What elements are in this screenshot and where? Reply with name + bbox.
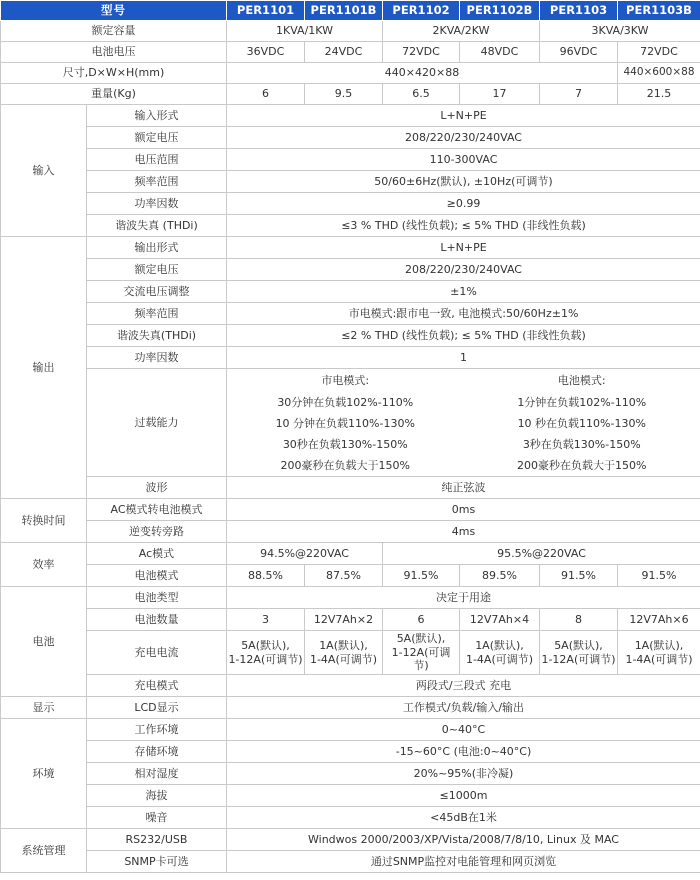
output-row <box>1 237 700 259</box>
input-row-label: 电压范围 <box>87 149 227 171</box>
efficiency-battery-value: 88.5% <box>227 565 305 587</box>
battery-voltage-value: 48VDC <box>460 42 540 63</box>
environment-row-label: 噪音 <box>87 807 227 829</box>
battery-group-label: 电池 <box>1 587 87 697</box>
input-row <box>1 149 700 171</box>
battery-voltage-value: 96VDC <box>540 42 618 63</box>
input-row-value: L+N+PE <box>227 105 700 127</box>
charge-current-default: 1A(默认), <box>634 638 684 652</box>
input-row-label: 功率因数 <box>87 193 227 215</box>
charge-current-default: 1A(默认), <box>319 638 368 652</box>
battery-voltage-value: 72VDC <box>618 42 700 63</box>
battery-voltage-row <box>1 42 700 63</box>
battery-count-value: 12V7Ah×6 <box>618 609 700 631</box>
output-row-value: 市电模式:跟市电一致, 电池模式:50/60Hz±1% <box>227 303 700 325</box>
environment-row <box>1 807 700 829</box>
model-name: PER1102 <box>383 1 460 21</box>
dimension-row <box>1 63 700 84</box>
transfer-row <box>1 521 700 543</box>
battery-type-label: 电池类型 <box>87 587 227 609</box>
battery-count-label: 电池数量 <box>87 609 227 631</box>
dimension-value: 440×600×88 <box>618 63 700 84</box>
charge-current-value <box>383 631 460 675</box>
management-row <box>1 829 700 851</box>
charge-current-range: 1-12A(可调节) <box>228 652 303 666</box>
efficiency-ac-label: Ac模式 <box>87 543 227 565</box>
efficiency-ac-value: 94.5%@220VAC <box>227 543 383 565</box>
header-row <box>1 1 700 21</box>
efficiency-battery-value: 91.5% <box>618 565 700 587</box>
weight-value: 17 <box>460 84 540 105</box>
weight-value: 21.5 <box>618 84 700 105</box>
efficiency-battery-value: 91.5% <box>540 565 618 587</box>
battery-count-value: 3 <box>227 609 305 631</box>
environment-row <box>1 719 700 741</box>
model-header-label: 型号 <box>1 1 227 21</box>
efficiency-group-label: 效率 <box>1 543 87 587</box>
battery-count-value: 8 <box>540 609 618 631</box>
charge-current-range: 1-12A(可调节) <box>541 652 616 666</box>
output-row <box>1 303 700 325</box>
charge-current-label: 充电电流 <box>87 631 227 675</box>
output-row-label: 输出形式 <box>87 237 227 259</box>
input-row-label: 输入形式 <box>87 105 227 127</box>
charge-current-range: 1-4A(可调节) <box>625 652 693 666</box>
environment-row-value: -15~60°C (电池:0~40°C) <box>227 741 700 763</box>
transfer-row <box>1 499 700 521</box>
input-row <box>1 127 700 149</box>
model-name: PER1103 <box>540 1 618 21</box>
charge-current-value <box>540 631 618 675</box>
transfer-row-value: 4ms <box>227 521 700 543</box>
transfer-row-value: 0ms <box>227 499 700 521</box>
environment-row <box>1 785 700 807</box>
waveform-value: 纯正弦波 <box>227 477 700 499</box>
efficiency-battery-value: 87.5% <box>305 565 383 587</box>
model-name: PER1101 <box>227 1 305 21</box>
input-row <box>1 193 700 215</box>
output-row-label: 额定电压 <box>87 259 227 281</box>
capacity-value: 1KVA/1KW <box>227 21 383 42</box>
overload-line: 200豪秒在负载大于150% <box>280 458 410 472</box>
model-name: PER1102B <box>460 1 540 21</box>
environment-row-label: 存储环境 <box>87 741 227 763</box>
input-row-label: 谐波失真 (THDi) <box>87 215 227 237</box>
transfer-row-label: 逆变转旁路 <box>87 521 227 543</box>
overload-mains-column <box>227 370 464 476</box>
waveform-row <box>1 477 700 499</box>
dimension-label: 尺寸,D×W×H(mm) <box>1 63 227 84</box>
overload-line: 30秒在负载130%-150% <box>282 437 408 451</box>
output-row <box>1 281 700 303</box>
battery-count-value: 12V7Ah×4 <box>460 609 540 631</box>
transfer-group-label: 转换时间 <box>1 499 87 543</box>
charge-current-default: 5A(默认), <box>554 638 603 652</box>
model-name: PER1103B <box>618 1 700 21</box>
battery-count-value: 6 <box>383 609 460 631</box>
input-row-label: 额定电压 <box>87 127 227 149</box>
efficiency-battery-value: 91.5% <box>383 565 460 587</box>
model-name: PER1101B <box>305 1 383 21</box>
output-group-label: 输出 <box>1 237 87 499</box>
battery-count-row <box>1 609 700 631</box>
output-row <box>1 347 700 369</box>
input-group-label: 输入 <box>1 105 87 237</box>
overload-label: 过载能力 <box>87 369 227 477</box>
environment-row-label: 海拔 <box>87 785 227 807</box>
capacity-value: 3KVA/3KW <box>540 21 700 42</box>
input-row <box>1 215 700 237</box>
overload-line: 10 分钟在负载110%-130% <box>275 416 415 430</box>
input-row-value: ≥0.99 <box>227 193 700 215</box>
environment-row-label: 工作环境 <box>87 719 227 741</box>
input-row-value: ≤3 % THD (线性负载); ≤ 5% THD (非线性负载) <box>227 215 700 237</box>
output-row-label: 交流电压调整 <box>87 281 227 303</box>
lcd-value: 工作模式/负载/输入/输出 <box>227 697 700 719</box>
efficiency-ac-row <box>1 543 700 565</box>
charge-current-value <box>618 631 700 675</box>
management-row-value: 通过SNMP监控对电能管理和网页浏览 <box>227 851 700 873</box>
charge-mode-label: 充电模式 <box>87 675 227 697</box>
overload-line: 1分钟在负载102%-110% <box>517 395 647 409</box>
weight-value: 6.5 <box>383 84 460 105</box>
management-row-label: SNMP卡可选 <box>87 851 227 873</box>
output-row-label: 谐波失真(THDi) <box>87 325 227 347</box>
environment-row <box>1 741 700 763</box>
environment-row-value: ≤1000m <box>227 785 700 807</box>
environment-row-value: <45dB在1米 <box>227 807 700 829</box>
input-row-value: 208/220/230/240VAC <box>227 127 700 149</box>
charge-current-value <box>305 631 383 675</box>
efficiency-battery-row <box>1 565 700 587</box>
efficiency-battery-label: 电池模式 <box>87 565 227 587</box>
capacity-label: 额定容量 <box>1 21 227 42</box>
charge-current-value <box>460 631 540 675</box>
charge-current-default: 5A(默认), <box>396 631 446 645</box>
efficiency-battery-value: 89.5% <box>460 565 540 587</box>
battery-voltage-value: 72VDC <box>383 42 460 63</box>
charge-current-default: 5A(默认), <box>241 638 290 652</box>
output-row <box>1 325 700 347</box>
environment-group-label: 环境 <box>1 719 87 829</box>
capacity-value: 2KVA/2KW <box>383 21 540 42</box>
overload-mode-title: 市电模式: <box>321 373 370 387</box>
overload-line: 200豪秒在负载大于150% <box>517 458 647 472</box>
weight-label: 重量(Kg) <box>1 84 227 105</box>
overload-line: 3秒在负载130%-150% <box>522 437 641 451</box>
management-row-value: Windwos 2000/2003/XP/Vista/2008/7/8/10, Linux 及 MAC <box>227 829 700 851</box>
output-row-label: 频率范围 <box>87 303 227 325</box>
environment-row <box>1 763 700 785</box>
environment-row-value: 0~40°C <box>227 719 700 741</box>
weight-value: 7 <box>540 84 618 105</box>
weight-row <box>1 84 700 105</box>
efficiency-ac-value: 95.5%@220VAC <box>383 543 700 565</box>
capacity-row <box>1 21 700 42</box>
display-group-label: 显示 <box>1 697 87 719</box>
battery-voltage-value: 36VDC <box>227 42 305 63</box>
weight-value: 9.5 <box>305 84 383 105</box>
battery-count-value: 12V7Ah×2 <box>305 609 383 631</box>
output-row-value: L+N+PE <box>227 237 700 259</box>
weight-value: 6 <box>227 84 305 105</box>
overload-battery-column <box>464 370 700 476</box>
output-row-value: ≤2 % THD (线性负载); ≤ 5% THD (非线性负载) <box>227 325 700 347</box>
charge-current-range: 1-4A(可调节) <box>309 652 378 666</box>
overload-line: 10 秒在负载110%-130% <box>517 416 646 430</box>
input-row-value: 110-300VAC <box>227 149 700 171</box>
overload-value <box>227 369 700 477</box>
charge-current-value <box>227 631 305 675</box>
management-group-label: 系统管理 <box>1 829 87 873</box>
battery-voltage-label: 电池电压 <box>1 42 227 63</box>
battery-type-value: 决定于用途 <box>227 587 700 609</box>
management-row <box>1 851 700 873</box>
dimension-value: 440×420×88 <box>227 63 618 84</box>
overload-mode-title: 电池模式: <box>557 373 606 387</box>
lcd-label: LCD显示 <box>87 697 227 719</box>
charge-current-range: 1-12A(可调节) <box>391 645 451 673</box>
input-row <box>1 171 700 193</box>
input-row-value: 50/60±6Hz(默认), ±10Hz(可调节) <box>227 171 700 193</box>
charge-current-row <box>1 631 700 675</box>
overload-line: 30分钟在负载102%-110% <box>277 395 414 409</box>
output-row-value: 208/220/230/240VAC <box>227 259 700 281</box>
charge-current-default: 1A(默认), <box>475 638 524 652</box>
output-row-label: 功率因数 <box>87 347 227 369</box>
environment-row-label: 相对湿度 <box>87 763 227 785</box>
battery-type-row <box>1 587 700 609</box>
output-row-value: ±1% <box>227 281 700 303</box>
display-row <box>1 697 700 719</box>
environment-row-value: 20%~95%(非冷凝) <box>227 763 700 785</box>
output-row-value: 1 <box>227 347 700 369</box>
management-row-label: RS232/USB <box>87 829 227 851</box>
output-row <box>1 259 700 281</box>
overload-row <box>1 369 700 477</box>
transfer-row-label: AC模式转电池模式 <box>87 499 227 521</box>
charge-current-range: 1-4A(可调节) <box>465 652 534 666</box>
input-row <box>1 105 700 127</box>
charge-mode-row <box>1 675 700 697</box>
input-row-label: 频率范围 <box>87 171 227 193</box>
charge-mode-value: 两段式/三段式 充电 <box>227 675 700 697</box>
waveform-label: 波形 <box>87 477 227 499</box>
battery-voltage-value: 24VDC <box>305 42 383 63</box>
